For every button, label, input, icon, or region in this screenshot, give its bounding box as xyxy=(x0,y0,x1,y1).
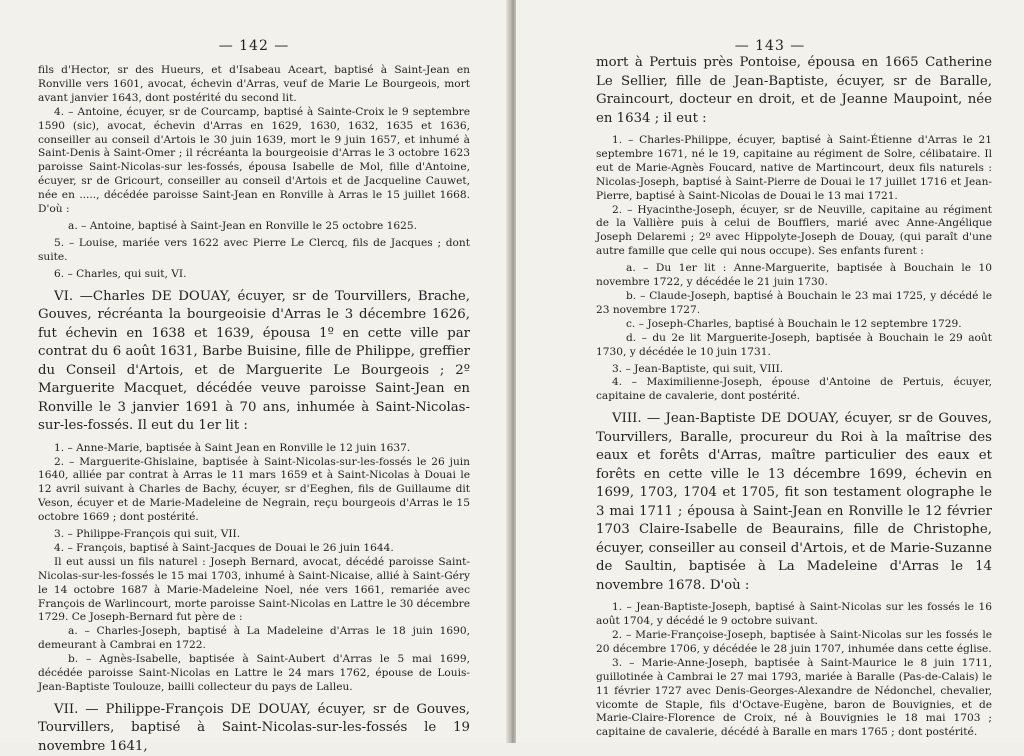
paragraph: mort à Pertuis près Pontoise, épousa en 1665 Catherine Le Sellier, fille de Jean-Baptiste, écuyer, sr de Baralle, Graincourt, docteur en droit, et de Jeanne Maupoint, née en 1634 ; il eut : xyxy=(596,55,992,126)
left-page xyxy=(0,0,508,754)
paragraph: 5. – Louise, mariée vers 1622 avec Pierre Le Clercq, fils de Jacques ; dont suite. xyxy=(38,236,470,263)
paragraph: a. – Charles-Joseph, baptisé à La Madeleine d'Arras le 18 juin 1690, demeurant à Cambrai en 1722. xyxy=(38,625,470,652)
right-page xyxy=(516,0,1024,743)
paragraph: a. – Antoine, baptisé à Saint-Jean en Ronville le 25 octobre 1625. xyxy=(68,219,418,232)
paragraph: 1. – Charles-Philippe, écuyer, baptisé à Saint-Étienne d'Arras le 21 septembre 1671, né le 19, capitaine au régiment de Solre, célibataire. Il eut de Marie-Agnès Foucard, native de Martincourt, deux fils naturels : Nicolas-Joseph, baptisé à Saint-Pierre de Douai le 17 juillet 1716 et Jean-Pierre, baptisé à Saint-Nicolas de Douai le 13 mai 1721. xyxy=(596,134,992,202)
paragraph: 4. – Maximilienne-Joseph, épouse d'Antoine de Pertuis, écuyer, capitaine de cavalerie, dont postérité. xyxy=(596,376,992,403)
page-number-left: — 142 — xyxy=(218,38,290,54)
paragraph: 3. – Marie-Anne-Joseph, baptisée à Saint-Maurice le 8 juin 1711, guillotinée à Cambrai le 27 mai 1793, mariée à Baralle (Pas-de-Calais) le 11 février 1727 avec Denis-Georges-Alexandre de Nédonchel, chevalier, vicomte de Staple, fils d'Octave-Eugène, baron de Bouvignies, et de Marie-Claire-Florence de Croix, né à Bouvignies le 18 mai 1703 ; capitaine de cavalerie, décédé à Baralle en mars 1765 ; dont postérité. xyxy=(596,656,992,739)
paragraph: fils d'Hector, sr des Hueurs, et d'Isabeau Aceart, baptisé à Saint-Jean en Ronville vers 1601, avocat, échevin d'Arras, veuf de Marie Le Bourgeois, mort avant janvier 1643, dont postérité du second lit. xyxy=(38,64,470,104)
paragraph: 2. – Marguerite-Ghislaine, baptisée à Saint-Nicolas-sur-les-fossés le 26 juin 1640, alliée par contrat à Arras le 11 mars 1659 et à Saint-Nicolas à Douai le 12 avril suivant à Charles de Bachy, écuyer, sr d'Eeghen, fils de Guillaume dit Veson, écuyer et de Marie-Madeleine de Negrain, reçu bourgeois d'Arras le 15 octobre 1669 ; dont postérité. xyxy=(38,455,470,524)
paragraph: d. – du 2e lit Marguerite-Joseph, baptisée à Bouchain le 29 août 1730, y décédée le 10 juin 1731. xyxy=(596,331,992,358)
paragraph: 2. – Marie-Françoise-Joseph, baptisée à Saint-Nicolas sur les fossés le 20 décembre 1706, y décédée le 28 juin 1707, inhumée dans cette église. xyxy=(596,629,992,655)
section-heading-vii: VII. — Philippe-François DE DOUAY, écuyer, sr de Gouves, Tourvillers, baptisé à Saint-Nicolas-sur-les-fossés le 19 novembre 1641, xyxy=(38,701,470,754)
page-number-right: — 143 — xyxy=(734,38,806,54)
paragraph: b. – Claude-Joseph, baptisé à Bouchain le 23 mai 1725, y décédé le 23 novembre 1727. xyxy=(596,289,992,316)
left-page-text xyxy=(38,64,470,756)
paragraph: 3. – Jean-Baptiste, qui suit, VIII. xyxy=(612,362,784,375)
paragraph: 4. – Antoine, écuyer, sr de Courcamp, baptisé à Sainte-Croix le 9 septembre 1590 (sic), avocat, échevin d'Arras en 1629, 1630, 1632, 1635 et 1636, conseiller au conseil d'Artois le 30 juin 1639, mort le 9 juin 1657, et inhumé à Saint-Denis à Saint-Omer ; il récréanta la bourgeoisie d'Arras le 3 octobre 1623 paroisse Saint-Nicolas-sur les-fossés, épousa Isabelle de Mol, fille d'Antoine, écuyer, sr de Gricourt, conseiller au conseil d'Artois et de Jacqueline Cauwet, née en ....., décédée paroisse Saint-Jean en Ronville à Arras le 15 juillet 1668. D'où : xyxy=(38,105,470,216)
paragraph: 4. – François, baptisé à Saint-Jacques de Douai le 26 juin 1644. xyxy=(54,541,394,554)
paragraph: 6. – Charles, qui suit, VI. xyxy=(54,267,187,280)
right-page-text xyxy=(596,54,992,740)
paragraph: b. – Agnès-Isabelle, baptisée à Saint-Aubert d'Arras le 5 mai 1699, décédée paroisse Saint-Nicolas en Lattre le 24 mars 1762, épouse de Louis-Jean-Baptiste Toulouze, bailli collecteur du pays de Lalleu. xyxy=(38,653,470,693)
paragraph: 1. – Jean-Baptiste-Joseph, baptisé à Saint-Nicolas sur les fossés le 16 août 1704, y décédé le 9 octobre suivant. xyxy=(596,601,992,628)
section-heading-vi: VI. —Charles DE DOUAY, écuyer, sr de Tourvillers, Brache, Gouves, récréanta la bourgeoisie d'Arras le 3 décembre 1626, fut échevin en 1638 et 1639, épousa 1º en cette ville par contrat du 6 août 1631, Barbe Buisine, fille de Philippe, greffier du Conseil d'Artois, et de Marguerite Le Bourgeois ; 2º Marguerite Macquet, décédée veuve paroisse Saint-Jean en Ronville le 3 janvier 1691 à 70 ans, inhumée à Saint-Nicolas-sur-les-fossés. Il eut du 1er lit : xyxy=(38,288,470,434)
paragraph: c. – Joseph-Charles, baptisé à Bouchain le 12 septembre 1729. xyxy=(626,317,962,330)
paragraph: 1. – Anne-Marie, baptisée à Saint Jean en Ronville le 12 juin 1637. xyxy=(54,441,411,454)
paragraph: a. – Du 1er lit : Anne-Marguerite, baptisée à Bouchain le 10 novembre 1722, y décédée le 21 juin 1730. xyxy=(596,262,992,289)
paragraph: 3. – Philippe-François qui suit, VII. xyxy=(54,528,241,541)
paragraph: Il eut aussi un fils naturel : Joseph Bernard, avocat, décédé paroisse Saint-Nicolas-sur-les-fossés le 15 mai 1703, inhumé à Saint-Nicaise, allié à Saint-Géry le 14 octobre 1687 à Marie-Madeleine Noel, née vers 1661, remariée avec François de Warlincourt, morte paroisse Saint-Nicolas en Lattre le 30 décembre 1729. Ce Joseph-Bernard fut père de : xyxy=(38,555,470,624)
section-heading-viii: VIII. — Jean-Baptiste DE DOUAY, écuyer, sr de Gouves, Tourvillers, Baralle, procureur du Roi à la maîtrise des eaux et forêts d'Arras, maître particulier des eaux et forêts en cette ville le 13 décembre 1699, échevin en 1699, 1703, 1704 et 1705, fit son testament olographe le 3 mai 1711 ; épousa à Saint-Jean en Ronville le 12 février 1703 Claire-Isabelle de Beaurains, fille de Christophe, écuyer, conseiller au conseil d'Artois, et de Marie-Suzanne de Saultin, baptisée à La Madeleine d'Arras le 14 novembre 1678. D'où : xyxy=(596,411,992,593)
paragraph: 2. – Hyacinthe-Joseph, écuyer, sr de Neuville, capitaine au régiment de la Vallière puis à celui de Boufflers, marié avec Anne-Angélique Joseph Delaremi ; 2º avec Hippolyte-Joseph de Douay, (qui paraît d'une autre famille que celle qui nous occupe). Ses enfants furent : xyxy=(596,203,992,258)
